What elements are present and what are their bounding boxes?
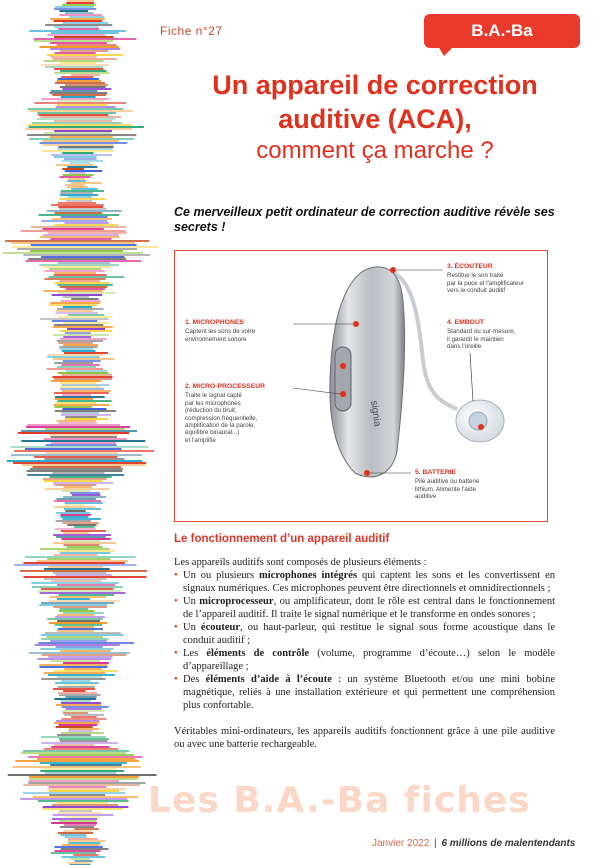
hearing-aid-figure bbox=[174, 250, 548, 522]
sound-wave-decoration bbox=[0, 0, 160, 865]
component-list bbox=[174, 569, 555, 712]
fiche-number: Fiche n°27 bbox=[160, 24, 223, 38]
caption-embout: 4. EMBOUT Standard ou sur-mesure, il garantit le maintien dans l'oreille bbox=[447, 319, 516, 351]
footer-publication: 6 millions de malentendants bbox=[441, 838, 576, 849]
title-line-1: Un appareil de correction bbox=[212, 70, 538, 100]
lead-paragraph: Ce merveilleux petit ordinateur de correction auditive révèle ses secrets ! bbox=[174, 205, 555, 234]
list-item: • Un microprocesseur, ou amplificateur, dont le rôle est central dans le fonctionnement de l’appareil auditif. Il traite le signal numérique et le transforme en ondes sonores ; bbox=[174, 595, 555, 621]
footer-date: Janvier 2022 bbox=[372, 838, 430, 849]
caption-ecouteur: 3. ÉCOUTEUR Restitue le son traité par la puce et l'amplificateur vers le conduit auditif bbox=[447, 263, 524, 295]
rocker-switch bbox=[335, 347, 351, 411]
outro-paragraph: Véritables mini-ordinateurs, les appareils auditifs fonctionnent grâce à une pile auditive ou avec une batterie rechargeable. bbox=[174, 726, 555, 750]
intro-paragraph: Les appareils auditifs sont composés de plusieurs éléments : bbox=[174, 557, 427, 568]
list-item: • Un écouteur, ou haut-parleur, qui restitue le signal sous forme acoustique dans le conduit auditif ; bbox=[174, 621, 555, 647]
caption-micro-processeur: 2. MICRO-PROCESSEUR Traite le signal capté par les microphones (réduction du bruit, compression fréquentielle, amplification de la parole, équilibre binaural...) et l'amplifie bbox=[185, 383, 266, 444]
section-body bbox=[174, 556, 555, 751]
section-heading: Le fonctionnement d’un appareil auditif bbox=[174, 533, 390, 545]
title-line-3: comment ça marche ? bbox=[256, 137, 494, 164]
badge-tail bbox=[438, 46, 454, 56]
title-line-2: auditive (ACA), bbox=[278, 104, 472, 134]
footer bbox=[372, 838, 575, 849]
list-item: • Un ou plusieurs microphones intégrés qui captent les sons et les convertissent en signaux numériques. Ces microphones peuvent être directionnels et omnidirectionnels ; bbox=[174, 569, 555, 595]
list-item: • Des éléments d’aide à l’écoute : un système Bluetooth et/ou une mini bobine magnétique, reliés à une installation extérieure et qui permettent une compréhension plus confortable. bbox=[174, 673, 555, 712]
caption-microphones: 1. MICROPHONES Captent les sons de votre environnement sonore bbox=[185, 319, 256, 343]
page-title bbox=[170, 68, 580, 166]
footer-separator: | bbox=[434, 838, 437, 849]
list-item: • Les éléments de contrôle (volume, programme d’écoute…) selon le modèle d’appareillage ; bbox=[174, 647, 555, 673]
brand-label: signia bbox=[368, 399, 383, 428]
caption-batterie: 5. BATTERIE Pile auditive ou batterie lithium. Alimente l'aide auditive bbox=[415, 469, 480, 501]
series-watermark: Les B.A.-Ba fiches bbox=[148, 780, 531, 821]
series-badge: B.A.-Ba bbox=[424, 14, 580, 48]
